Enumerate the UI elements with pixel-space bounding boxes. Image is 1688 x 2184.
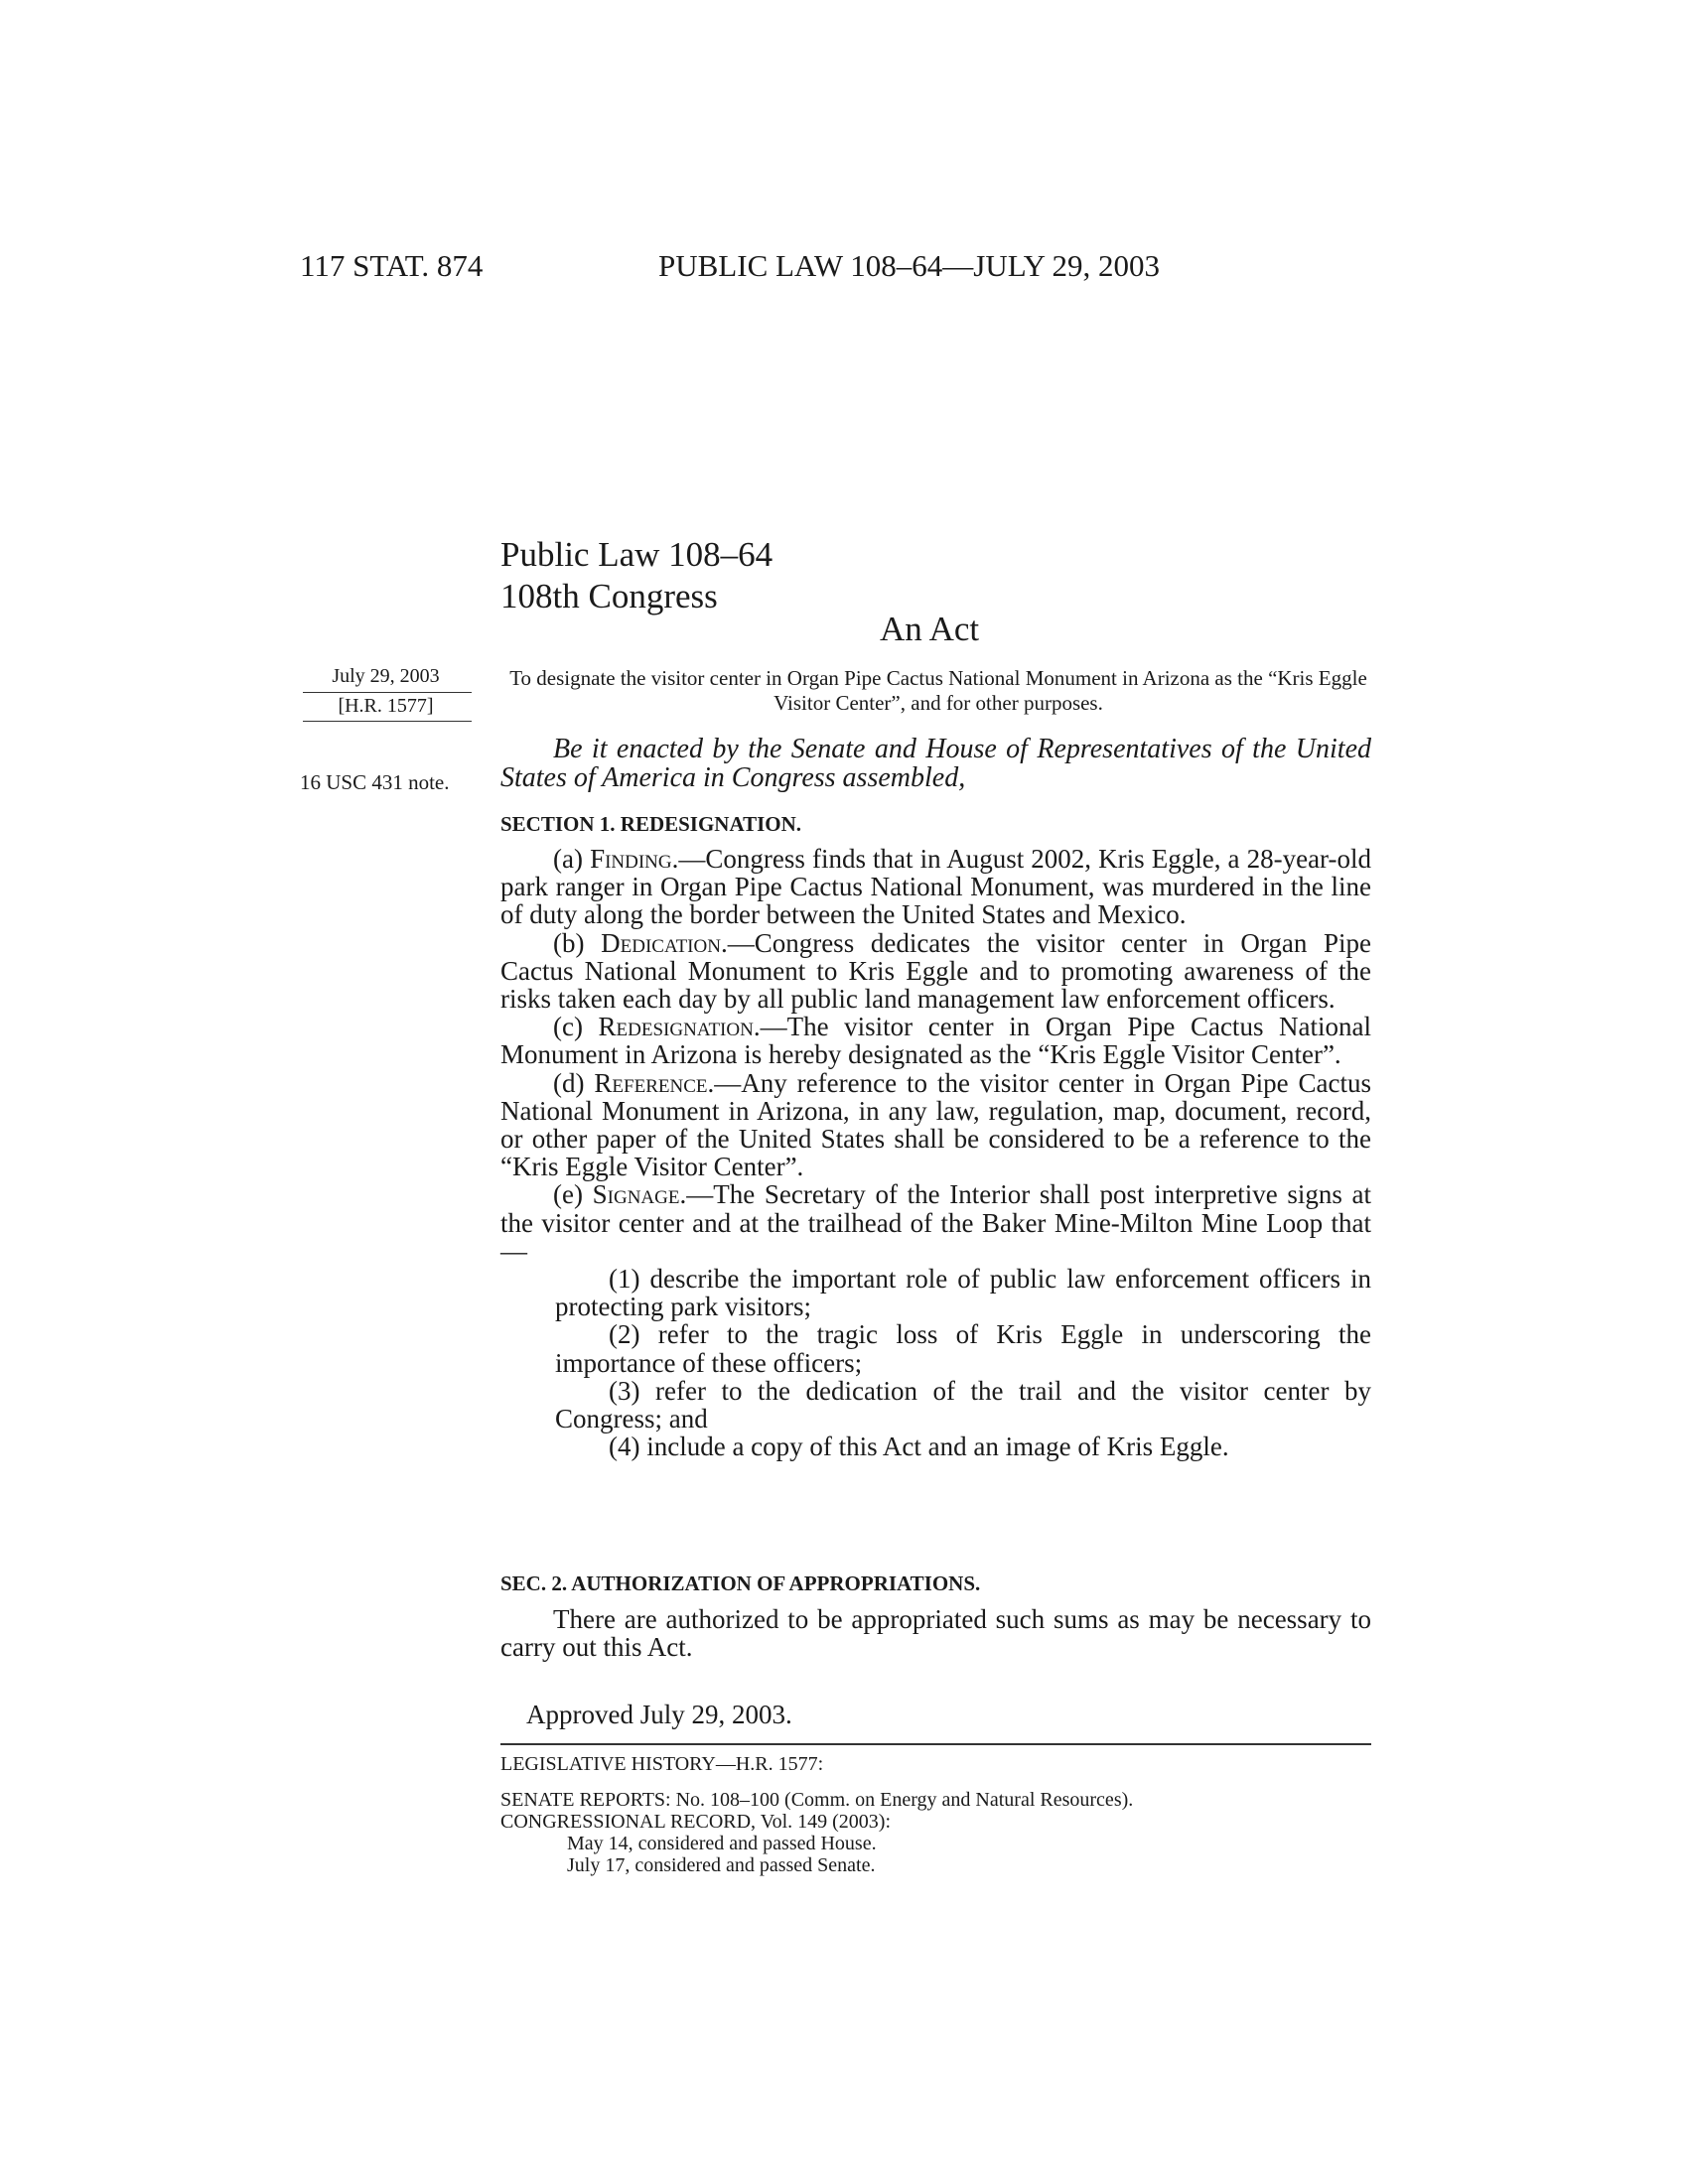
subsection-d: (d) Reference.—Any reference to the visitor center in Organ Pipe Cactus National Monument in Arizona, in any law, regulation, map, document, record, or other paper of the United States shall be considered to be a reference to the “Kris Eggle Visitor Center”. <box>500 1067 1371 1182</box>
stat-reference: 117 STAT. 874 <box>300 248 484 283</box>
section-2-body <box>500 1605 1371 1661</box>
subsection-c: (c) Redesignation.—The visitor center in Organ Pipe Cactus National Monument in Arizona is hereby designated as the “Kris Eggle Visitor Center”. <box>500 1012 1371 1070</box>
legislative-history-body <box>500 1789 1133 1876</box>
title-block <box>500 534 773 617</box>
paragraph-e1: (1) describe the important role of public law enforcement officers in protecting park visitors; <box>555 1264 1371 1322</box>
subsection-d-caption: Reference <box>594 1067 708 1098</box>
paragraph-e2: (2) refer to the tragic loss of Kris Eggle in underscoring the importance of these officers; <box>555 1319 1371 1378</box>
margin-bill-number: [H.R. 1577] <box>338 695 434 717</box>
usc-side-note: 16 USC 431 note. <box>300 770 450 794</box>
section-1-body <box>500 845 1371 1460</box>
section-2-text: There are authorized to be appropriated such sums as may be necessary to carry out this Act. <box>500 1604 1371 1663</box>
long-title: To designate the visitor center in Organ Pipe Cactus National Monument in Arizona as the “Kris Eggle Visitor Center”, and for other purposes. <box>509 666 1367 715</box>
margin-date: July 29, 2003 <box>332 665 440 687</box>
section-2-heading: SEC. 2. AUTHORIZATION OF APPROPRIATIONS. <box>500 1571 981 1595</box>
section-1-heading: SECTION 1. REDESIGNATION. <box>500 812 802 836</box>
paragraph-e4: (4) include a copy of this Act and an image of Kris Eggle. <box>609 1432 1229 1462</box>
subsection-e: (e) Signage.—The Secretary of the Interior shall post interpretive signs at the visitor center and at the trailhead of the Baker Mine-Milton Mine Loop that— <box>500 1179 1372 1266</box>
congress-label: 108th Congress <box>500 577 718 615</box>
subsection-a: (a) Finding.—Congress finds that in August 2002, Kris Eggle, a 28-year-old park ranger in Organ Pipe Cactus National Monument, was murdered in the line of duty along the border between the United States and Mexico. <box>500 844 1372 930</box>
subsection-c-caption: Redesignation <box>598 1012 754 1042</box>
subsection-a-caption: Finding <box>590 844 672 874</box>
subsection-b: (b) Dedication.—Congress dedicates the visitor center in Organ Pipe Cactus National Monument to Kris Eggle and to promoting awareness of the risks taken each day by all public land management law enforcement officers. <box>500 927 1371 1015</box>
senate-action: July 17, considered and passed Senate. <box>567 1854 876 1876</box>
margin-rule-top <box>303 692 472 693</box>
senate-reports: SENATE REPORTS: No. 108–100 (Comm. on Energy and Natural Resources). <box>500 1789 1134 1811</box>
approval-line: Approved July 29, 2003. <box>526 1700 792 1729</box>
running-title: PUBLIC LAW 108–64—JULY 29, 2003 <box>658 248 1161 283</box>
house-action: May 14, considered and passed House. <box>567 1833 877 1854</box>
subsection-b-caption: Dedication <box>601 927 721 958</box>
legislative-history-heading: LEGISLATIVE HISTORY—H.R. 1577: <box>500 1753 824 1775</box>
subsection-e-caption: Signage <box>592 1179 680 1210</box>
enacting-clause-text: Be it enacted by the Senate and House of Representatives of the United States of America in Congress assembled, <box>500 734 1371 793</box>
law-number: Public Law 108–64 <box>500 535 774 574</box>
act-label: An Act <box>880 610 980 648</box>
paragraph-e3: (3) refer to the dedication of the trail and the visitor center by Congress; and <box>555 1375 1371 1434</box>
enacting-clause <box>500 735 1371 792</box>
history-rule <box>500 1743 1371 1745</box>
margin-rule-bottom <box>303 721 472 722</box>
congressional-record: CONGRESSIONAL RECORD, Vol. 149 (2003): <box>500 1811 891 1833</box>
